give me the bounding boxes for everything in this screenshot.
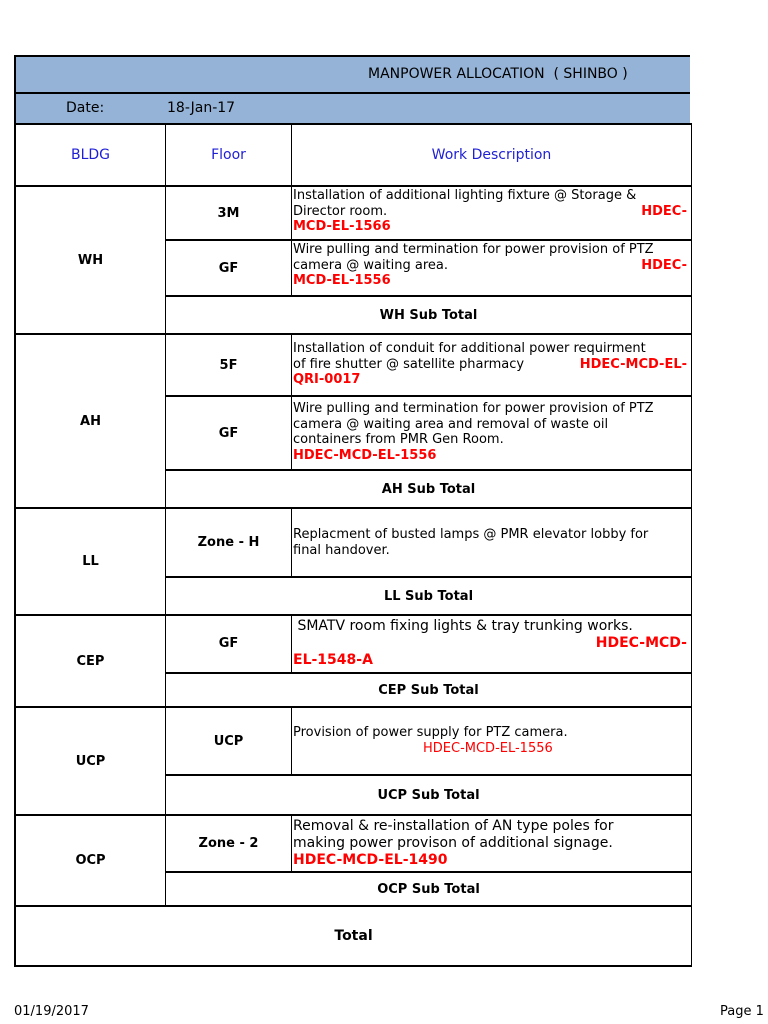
desc-line: Wire pulling and termination for power provision of PTZ: [293, 242, 654, 257]
grand-total-row: Total: [14, 905, 692, 967]
work-order-code: HDEC-MCD-EL-1556: [293, 447, 437, 463]
page-number: Page 1: [720, 1004, 764, 1019]
desc-line: Installation of conduit for additional power requirment: [293, 341, 646, 356]
desc-line: Wire pulling and termination for power provision of PTZ: [293, 401, 654, 416]
print-date: 01/19/2017: [14, 1004, 89, 1019]
subtotal-row: AH Sub Total: [166, 469, 692, 507]
bldg-cell: CEP: [14, 614, 166, 706]
date-band: [14, 92, 690, 123]
desc-line: Installation of additional lighting fixture @ Storage &: [293, 188, 637, 203]
subtotal-row: OCP Sub Total: [166, 871, 692, 905]
subtotal-row: LL Sub Total: [166, 576, 692, 614]
work-order-code: HDEC-MCD-EL-1556: [423, 740, 553, 756]
work-order-code: HDEC-MCD-EL-: [579, 356, 687, 372]
work-description-cell: [292, 507, 692, 576]
floor-cell: GF: [166, 614, 292, 672]
subtotal-row: CEP Sub Total: [166, 672, 692, 706]
desc-line: final handover.: [293, 542, 390, 558]
desc-line: of fire shutter @ satellite pharmacy: [293, 356, 525, 372]
floor-cell: 5F: [166, 333, 292, 395]
desc-line: making power provison of additional signage.: [293, 835, 613, 851]
date-value: 18-Jan-17: [167, 100, 236, 116]
subtotal-row: WH Sub Total: [166, 295, 692, 333]
desc-line: Removal & re-installation of AN type poles for: [293, 818, 614, 834]
floor-cell: 3M: [166, 185, 292, 239]
title-band: [14, 55, 690, 92]
work-order-code: HDEC-MCD-: [595, 635, 687, 651]
floor-cell: GF: [166, 239, 292, 295]
desc-line: Replacment of busted lamps @ PMR elevator lobby for: [293, 527, 649, 542]
work-order-code: HDEC-: [641, 257, 687, 273]
work-description-cell: [292, 333, 692, 395]
work-order-code: MCD-EL-1566: [293, 219, 391, 234]
work-order-code: HDEC-: [641, 203, 687, 219]
work-description-cell: [292, 814, 692, 871]
header-bldg: BLDG: [14, 123, 166, 185]
work-description-cell: [292, 185, 692, 239]
bldg-cell: UCP: [14, 706, 166, 814]
bldg-cell: LL: [14, 507, 166, 614]
desc-line: camera @ waiting area and removal of waste oil: [293, 416, 609, 432]
sheet-title: MANPOWER ALLOCATION ( SHINBO ): [368, 66, 628, 82]
bldg-cell: OCP: [14, 814, 166, 905]
desc-line: containers from PMR Gen Room.: [293, 432, 504, 447]
work-order-code: HDEC-MCD-EL-1490: [293, 852, 448, 868]
bldg-cell: AH: [14, 333, 166, 507]
desc-line: camera @ waiting area.: [293, 257, 449, 273]
desc-line: Director room.: [293, 203, 388, 219]
bldg-cell: WH: [14, 185, 166, 333]
work-description-cell: [292, 395, 692, 469]
floor-cell: Zone - H: [166, 507, 292, 576]
work-description-cell: [292, 614, 692, 672]
floor-cell: Zone - 2: [166, 814, 292, 871]
desc-line: Provision of power supply for PTZ camera.: [293, 725, 568, 740]
work-description-cell: [292, 706, 692, 774]
header-work-description: Work Description: [292, 123, 692, 185]
work-description-cell: [292, 239, 692, 295]
header-floor: Floor: [166, 123, 292, 185]
work-order-code: EL-1548-A: [293, 652, 373, 668]
subtotal-row: UCP Sub Total: [166, 774, 692, 814]
floor-cell: GF: [166, 395, 292, 469]
date-label: Date:: [66, 100, 105, 116]
work-order-code: MCD-EL-1556: [293, 273, 391, 288]
floor-cell: UCP: [166, 706, 292, 774]
desc-line: SMATV room fixing lights & tray trunking works.: [293, 618, 633, 634]
work-order-code: QRI-0017: [293, 372, 361, 387]
